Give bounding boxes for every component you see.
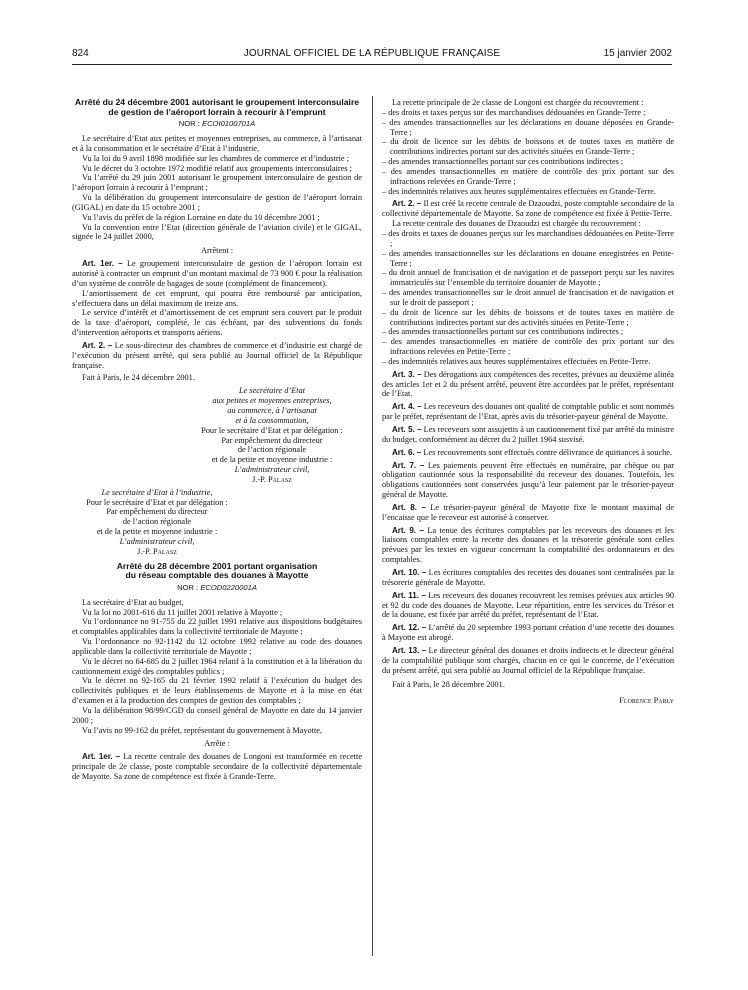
decree2-visa: Vu le décret no 64-685 du 2 juillet 1964 relatif à la constitution et à la libération du cautionnement exigé des comptables publics ;: [72, 656, 362, 676]
decree2-article-10: Art. 10. – Les écritures comptables des recettes des douanes sont centralisées par la trésorerie générale de Mayotte.: [382, 567, 674, 587]
decree1-visa: Vu l’arrêté du 29 juin 2001 autorisant le groupement interconsulaire de gestion de l’aéroport lorrain à recourir à l’emprunt ;: [72, 173, 362, 193]
list-item: – des droits et taxes perçus sur des marchandises dédouanées en Grande-Terre ;: [382, 107, 646, 117]
decree2-title-line2: du réseau comptable des douanes à Mayotte: [125, 570, 309, 581]
decree2-nor: NOR : ECOD0220001A: [177, 582, 257, 592]
decree1-visa: Vu le décret du 3 octobre 1972 modifié relatif aux groupements interconsulaires ;: [82, 163, 352, 173]
page-number: 824: [72, 48, 89, 59]
dzaoudzi-list: [382, 229, 674, 367]
list-item: – des amendes transactionnelles en matière de contrôle des prix portant sur des infractions relevées en Petite-Terre ;: [382, 337, 674, 357]
decree2-arrete: Arrête :: [204, 739, 230, 749]
decree1-visa: Vu la délibération du groupement interconsulaire de gestion de l’aéroport lorrain (GIGAL) en date du 15 octobre 2001 ;: [72, 193, 362, 212]
decree1-nor: NOR : ECOI0100701A: [178, 119, 256, 129]
decree2-visa: Vu la loi no 2001-616 du 11 juillet 2001 relative à Mayotte ;: [82, 607, 283, 617]
header-rule: [72, 64, 672, 65]
decree1-signature-2: Le secrétaire d’Etat à l’industrie, Pour le secrétaire d’Etat et par délégation : Par empêchement du directeur de l’action régionale et de la petite et moyenne industrie : L’administrateur civil, J.-P. Palasz: [86, 487, 228, 556]
decree2-article-5: Art. 5. – Les receveurs sont assujettis à un cautionnement fixé par arrêté du ministre du budget, conformément au décret du 2 juillet 1964 susvisé.: [382, 425, 674, 444]
decree2-title-line1: Arrêté du 28 décembre 2001 portant organisation: [116, 560, 318, 571]
list-item: – du droit annuel de francisation et de navigation et de passeport perçu sur les navires immatriculés sur l’ensemble du territoire douanier de Mayotte ;: [382, 268, 674, 288]
decree2-visa: Vu le décret no 92-165 du 21 février 1992 relatif à l’exécution du budget des collectivités publiques et de leurs établissements de Mayotte et à la mise en état d’examen et à la production des comptes de gestion des comptables ;: [72, 676, 362, 706]
dzaoudzi-intro: La recette centrale des douanes de Dzaoudzi est chargée du recouvrement :: [392, 219, 641, 229]
list-item: – des amendes transactionnelles sur les déclarations en douane déposées en Grande-Terre ;: [382, 117, 674, 137]
decree1-intro: Le secrétaire d’Etat aux petites et moyennes entreprises, au commerce, à l’artisanat et à la consommation et le secrétaire d’Etat à l’industrie,: [72, 134, 362, 153]
decree2-signature: Florence Parly: [619, 696, 674, 706]
decree1-fait: Fait à Paris, le 24 décembre 2001.: [82, 373, 195, 383]
list-item: – du droit de licence sur les débits de boissons et de toutes taxes en matière de contributions indirectes portant sur des activités situées en Grande-Terre ;: [382, 137, 674, 157]
decree2-article-6: Art. 6. – Les recouvrements sont effectués contre délivrance de quittances à souche.: [392, 447, 673, 457]
list-item: – des amendes transactionnelles sur le droit annuel de francisation et de navigation et sur le droit de passeport ;: [382, 288, 674, 307]
decree1-article-1: Art. 1er. – Le groupement interconsulaire de gestion de l’aéroport lorrain est autorisé à contracter un emprunt d’un montant maximal de 73 900 € pour la réalisation d’un système de contrôle de bagages de soute (complément de financement).: [72, 259, 362, 288]
decree2-article-4: Art. 4. – Les receveurs des douanes ont qualité de comptable public et sont nommés par le préfet, représentant de l’Etat, après avis du trésorier-payeur général de Mayotte.: [382, 402, 675, 422]
decree2-article-7: Art. 7. – Les paiements peuvent être effectués en numéraire, par chèque ou par obligation cautionnée sous la responsabilité du receveur des douanes. Toutefois, les obligations cautionnées sont conservées jusqu’à leur paiement par le trésorier-payeur général de Mayotte.: [382, 460, 675, 500]
list-item: – des amendes transactionnelles sur les déclarations en douane enregistrées en Petite-Terre ;: [382, 248, 674, 268]
decree1-visa: Vu la convention entre l’Etat (direction générale de l’aviation civile) et le GIGAL, signée le 24 juillet 2000,: [72, 222, 362, 242]
decree2-visa: Vu l’ordonnance no 91-755 du 22 juillet 1991 relative aux dispositions budgétaires et comptables applicables dans la collectivité territoriale de Mayotte ;: [72, 617, 362, 637]
decree2-visa: Vu l’ordonnance no 92-1142 du 12 octobre 1992 relative au code des douanes applicable dans la collectivité territoriale de Mayotte ;: [72, 637, 362, 656]
decree1-visa: Vu la loi du 9 avril 1898 modifiée sur les chambres de commerce et d’industrie ;: [82, 153, 349, 163]
decree1-article-1-p2: L’amortissement de cet emprunt, qui pourra être remboursé par anticipation, s’effectuera dans un délai maximum de treize ans.: [72, 288, 362, 308]
decree1-article-1-p3: Le service d’intérêt et d’amortissement de cet emprunt sera couvert par le produit de la taxe d’aéroport, complété, le cas échéant, par des subventions du fonds d’intervention aéroports et transports aériens.: [72, 308, 362, 338]
decree2-article-3: Art. 3. – Des dérogations aux compétences des recettes, prévues au deuxième alinéa des articles 1er et 2 du présent arrêté, peuvent être accordées par le préfet, représentant de l’Etat.: [382, 369, 674, 399]
longoni-list: [382, 108, 674, 197]
list-item: – des amendes transactionnelles en matière de contrôle des prix portant sur des infractions relevées en Grande-Terre ;: [382, 166, 674, 186]
list-item: – des amendes transactionnelles portant sur ces contributions indirectes ;: [382, 327, 624, 337]
longoni-intro: La recette principale de 2e classe de Longoni est chargée du recouvrement :: [392, 98, 644, 107]
decree1-arrete: Arrêtent :: [200, 246, 234, 256]
decree2-fait: Fait à Paris, le 28 décembre 2001.: [392, 680, 505, 690]
decree1-title: Arrêté du 24 décembre 2001 autorisant le groupement interconsulaire de gestion de l’aéroport lorrain à recourir à l’emprunt: [74, 97, 360, 117]
page-header: [72, 48, 672, 64]
decree2-visa: Vu l’avis no 99-162 du préfet, représentant du gouvernement à Mayotte,: [82, 725, 323, 735]
column-separator: [372, 96, 373, 956]
decree2-article-13: Art. 13. – Le directeur général des douanes et droits indirects et le directeur général de la comptabilité publique sont chargés, chacun en ce qui le concerne, de l’exécution du présent arrêté, qui sera publié au Journal officiel de la République française.: [382, 645, 675, 675]
right-column: [382, 98, 674, 706]
list-item: – des indemnités relatives aux heures supplémentaires effectuées en Grande-Terre.: [382, 186, 656, 196]
list-item: – du droit de licence sur les débits de boissons et de toutes taxes en matière de contributions indirectes portant sur des activités situées en Petite-Terre ;: [382, 307, 674, 327]
issue-date: 15 janvier 2002: [603, 48, 672, 59]
journal-title: JOURNAL OFFICIEL DE LA RÉPUBLIQUE FRANÇAISE: [243, 48, 501, 59]
list-item: – des indemnités relatives aux heures supplémentaires effectuées en Petite-Terre.: [382, 356, 651, 366]
decree1-signature-1: Le secrétaire d’Etat aux petites et moyennes entreprises, au commerce, à l’artisanat et à la consommation, Pour le secrétaire d’Etat et par délégation : Par empêchement du directeur de l’action régionale et de la petite et moyenne industrie : L’administrateur civil, J.-P. Palasz: [201, 386, 343, 484]
list-item: – des droits et taxes de douanes perçus sur les marchandises dédouanées en Petite-Terre ;: [382, 228, 674, 248]
decree1-visa: Vu l’avis du préfet de la région Lorraine en date du 10 décembre 2001 ;: [82, 212, 320, 222]
decree2-article-1: Art. 1er. – La recette centrale des douanes de Longoni est transformée en recette principale de 2e classe, poste comptable secondaire de la collectivité départementale de Mayotte. Sa zone de compétence est fixée à Grande-Terre.: [72, 752, 363, 781]
decree2-article-8: Art. 8. – Le trésorier-payeur général de Mayotte fixe le montant maximal de l’encaisse que le receveur est autorisé à conserver.: [382, 502, 675, 522]
decree1-article-2: Art. 2. – Le sous-directeur des chambres de commerce et d’industrie est chargé de l’exécution du présent arrêté, qui sera publié au Journal officiel de la République française.: [72, 340, 363, 370]
decree2-article-12: Art. 12. – L’arrêté du 20 septembre 1993 portant création d’une recette des douanes à Mayotte est abrogé.: [382, 623, 675, 643]
decree2-article-9: Art. 9. – La tenue des écritures comptables par les receveurs des douanes et les liaisons comptables entre la recette des douanes et la trésorerie générale sont celles prévues par les textes en vigueur concernant la comptabilité des ordonnateurs et des comptables.: [382, 525, 674, 565]
decree2-intro: La secrétaire d’Etat au budget,: [82, 597, 184, 607]
decree2-article-11: Art. 11. – Les receveurs des douanes recouvrent les remises prévues aux articles 90 et 92 du code des douanes de Mayotte. Leur répartition, entre les services du Trésor et de la douane, est fixée par arrêté du préfet, représentant de l’Etat.: [382, 590, 674, 620]
left-column: [72, 98, 362, 782]
decree2-visa: Vu la délibération 98/99/CGD du conseil général de Mayotte en date du 14 janvier 2000 ;: [72, 705, 362, 725]
decree2-article-2: Art. 2. – Il est créé la recette centrale de Dzaoudzi, poste comptable secondaire de la collectivité départementale de Mayotte. Sa zone de compétence est fixée à Petite-Terre.: [382, 199, 674, 219]
list-item: – des amendes transactionnelles portant sur ces contributions indirectes ;: [382, 157, 624, 167]
